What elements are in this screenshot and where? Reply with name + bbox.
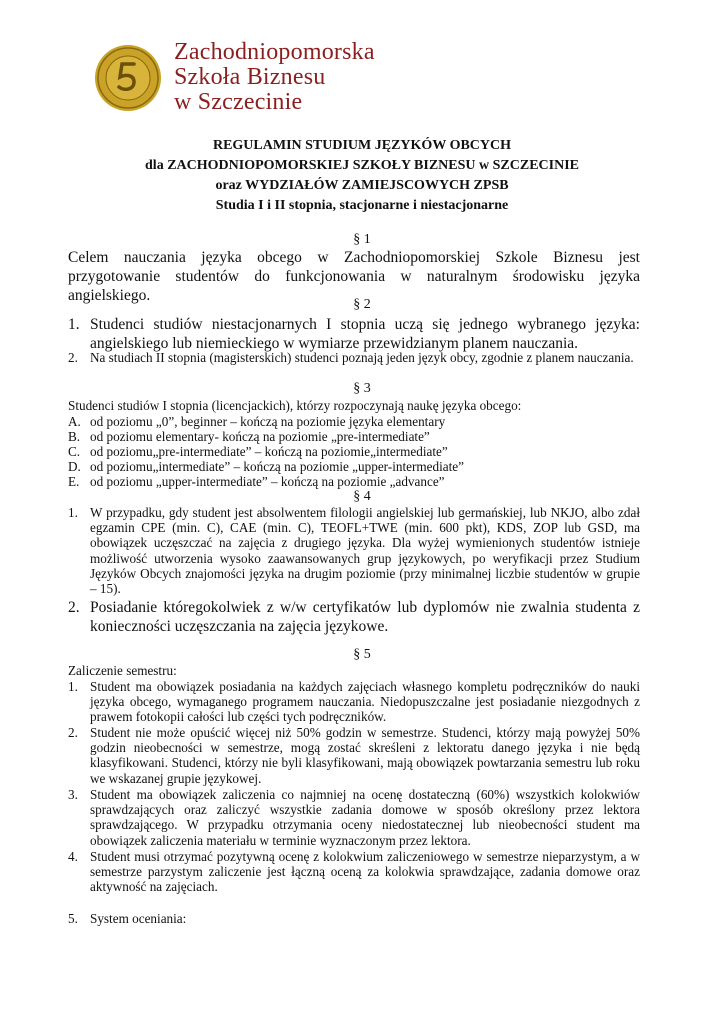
list-item xyxy=(68,315,640,353)
list-item xyxy=(68,598,640,636)
document-title-line: oraz WYDZIAŁÓW ZAMIEJSCOWYCH ZPSB xyxy=(215,178,509,193)
list-item xyxy=(68,414,640,429)
logo-line: Zachodniopomorska xyxy=(174,39,375,65)
document-subtitle: Studia I i II stopnia, stacjonarne i niestacjonarne xyxy=(215,198,509,213)
list-item xyxy=(68,849,640,895)
list-text: System oceniania: xyxy=(90,911,187,926)
list-item xyxy=(68,911,640,926)
list-number: 5. xyxy=(68,911,78,926)
section-heading: § 3 xyxy=(353,381,371,396)
list-number: 2. xyxy=(68,725,78,740)
list-number: 2. xyxy=(68,599,80,616)
list-text: od poziomu „upper-intermediate” – kończą na poziomie „advance” xyxy=(90,474,445,489)
logo-line: Szkoła Biznesu xyxy=(174,64,326,90)
list-item xyxy=(68,725,640,786)
list-number: 3. xyxy=(68,787,78,802)
section-heading: § 4 xyxy=(353,489,371,504)
list-text: W przypadku, gdy student jest absolwentem filologii angielskiej lub germańskiej, lub NKJO, albo zdał egzamin CPE (min. C), CAE (min. C), TEOFL+TWE (min. 600 pkt), KDS, ZOP lub GSD, ma obowiązek uczęszczać na zajęcia z drugiego języka. Dla wyżej wymienionych studentów istnieje możliwość utworzenia wysoko zaawansowanych grup językowych, po weryfikacji przez Studium Języków Obcych znajomości języka na drugim poziomie (przy minimalnej liczbie studentów w grupie – 15). xyxy=(90,505,640,597)
logo-line: w Szczecinie xyxy=(174,89,303,115)
list-item xyxy=(68,474,640,489)
document-title-line: REGULAMIN STUDIUM JĘZYKÓW OBCYCH xyxy=(212,138,512,153)
list-number: 2. xyxy=(68,350,78,365)
list-text: od poziomu elementary- kończą na poziomie „pre-intermediate” xyxy=(90,429,430,444)
section-heading: § 5 xyxy=(353,647,371,662)
list-number: 4. xyxy=(68,849,78,864)
list-item xyxy=(68,505,640,596)
document-title-line: dla ZACHODNIOPOMORSKIEJ SZKOŁY BIZNESU w SZCZECINIE xyxy=(145,158,579,173)
list-number: 1. xyxy=(68,316,80,333)
list-letter: C. xyxy=(68,444,81,459)
list-item xyxy=(68,444,640,459)
list-text: od poziomu „0”, beginner – kończą na poziomie języka elementary xyxy=(90,414,446,429)
list-letter: E. xyxy=(68,474,80,489)
school-seal-icon xyxy=(94,44,162,112)
list-text: Student musi otrzymać pozytywną ocenę z kolokwium zaliczeniowego w semestrze nieparzystym, a w semestrze parzystym zaliczenie jest łączną oceną za kolokwia sprawdzające, zadania domowe oraz aktywność na zajęciach. xyxy=(90,849,640,895)
list-item xyxy=(68,429,640,444)
school-name xyxy=(174,40,375,115)
list-text: Student ma obowiązek posiadania na każdych zajęciach własnego kompletu podręczników do nauki języka obcego, wymaganego programem nauczania. Niedopuszczalne jest posiadanie niezgodnych z prawem fotokopii całości lub części tych podręczników. xyxy=(90,679,640,725)
list-letter: D. xyxy=(68,459,81,474)
list-text: Studenci studiów niestacjonarnych I stopnia uczą się jednego wybranego języka: angielskiego lub niemieckiego w wymiarze przewidzianym planem nauczania. xyxy=(90,316,640,352)
section-heading: § 1 xyxy=(353,232,371,247)
list-text: Na studiach II stopnia (magisterskich) studenci poznają jeden język obcy, zgodnie z planem nauczania. xyxy=(90,350,634,365)
list-letter: A. xyxy=(68,414,81,429)
list-number: 1. xyxy=(68,679,78,694)
list-text: od poziomu„pre-intermediate” – kończą na poziomie„intermediate” xyxy=(90,444,448,459)
list-item xyxy=(68,459,640,474)
list-item xyxy=(68,679,640,725)
list-item xyxy=(68,787,640,848)
list-number: 1. xyxy=(68,505,78,520)
list-text: Student nie może opuścić więcej niż 50% godzin w semestrze. Studenci, którzy mają powyżej 50% godzin nieobecności w semestrze, mogą zostać skreśleni z lektoratu danego języka i nie będą klasyfikowani. Studenci, którzy nie byli klasyfikowani, mają obowiązek powtarzania semestru lub roku we wskazanej grupie językowej. xyxy=(90,725,640,786)
list-text: od poziomu„intermediate” – kończą na poziomie „upper-intermediate” xyxy=(90,459,464,474)
list-item xyxy=(68,350,640,365)
list-letter: B. xyxy=(68,429,81,444)
section-5-intro: Zaliczenie semestru: xyxy=(68,663,177,678)
section-heading: § 2 xyxy=(353,297,371,312)
section-3-intro: Studenci studiów I stopnia (licencjackich), którzy rozpoczynają naukę języka obcego: xyxy=(68,398,522,413)
section-1-text: Celem nauczania języka obcego w Zachodniopomorskiej Szkole Biznesu jest przygotowanie studentów do funkcjonowania w naturalnym środowisku języka angielskiego. xyxy=(68,249,640,304)
school-logo xyxy=(94,39,424,115)
list-text: Student ma obowiązek zaliczenia co najmniej na ocenę dostateczną (60%) wszystkich kolokwiów sprawdzających oraz zaliczyć wszystkie zadania domowe w sposób określony przez lektora sprawdzającego. W przypadku otrzymania oceny niedostatecznej lub nieobecności student ma obowiązek zaliczenia materiału w terminie wyznaczonym przez lektora. xyxy=(90,787,640,848)
list-text: Posiadanie któregokolwiek z w/w certyfikatów lub dyplomów nie zwalnia studenta z konieczności uczęszczania na zajęcia językowe. xyxy=(90,599,640,635)
